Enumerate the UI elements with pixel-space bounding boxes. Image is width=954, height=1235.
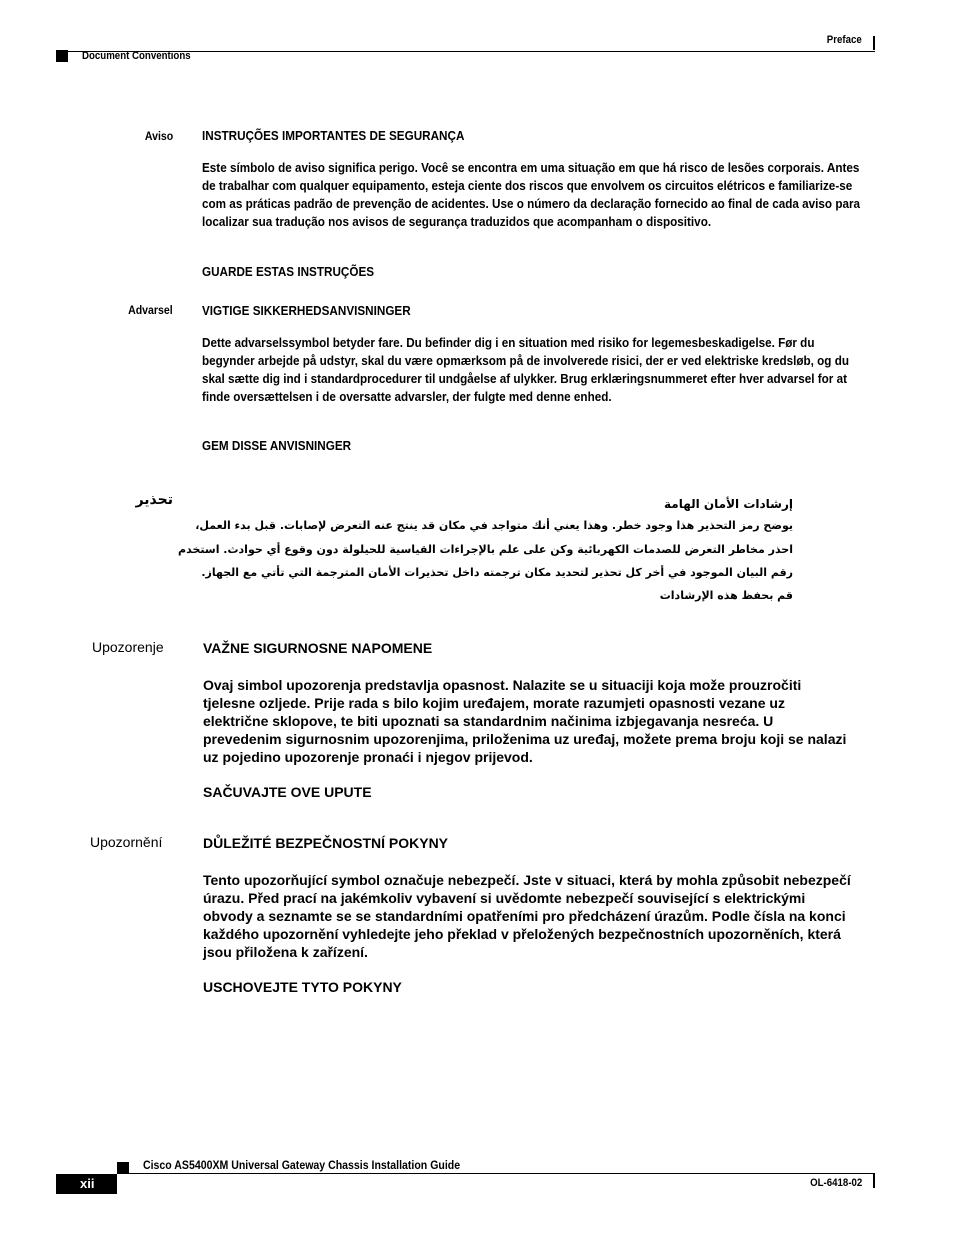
- warning-body-arabic-line-3: رقم البيان الموجود في أخر كل تحذير لتحديد مكان ترجمته داخل تحذيرات الأمان المترجمة التي تأتي مع الجهاز.: [201, 566, 793, 579]
- footer-doc-number: OL-6418-02: [809, 1177, 862, 1189]
- warning-title-arabic: إرشادات الأمان الهامة: [664, 497, 793, 511]
- warning-title-portuguese: INSTRUÇÕES IMPORTANTES DE SEGURANÇA: [202, 128, 465, 143]
- header-chapter-title: Document Conventions: [82, 50, 191, 62]
- warning-title-danish: VIGTIGE SIKKERHEDSANVISNINGER: [202, 303, 411, 318]
- warning-body-danish: Dette advarselssymbol betyder fare. Du befinder dig i en situation med risiko for legemesbeskadigelse. Før du begynder arbejde på udstyr, skal du være opmærksom på de involverede risici, der er ved elektriske kredsløb, og du skal sætte dig ind i standardprocedurer til undgåelse af ulykker. Brug erklæringsnummeret efter hver advarsel for at finde oversættelsen i de oversatte advarsler, der fulgte med denne enhed.: [202, 335, 850, 404]
- warning-closing-croatian: SAČUVAJTE OVE UPUTE: [203, 784, 372, 800]
- warning-title-croatian: VAŽNE SIGURNOSNE NAPOMENE: [203, 640, 433, 656]
- warning-label-croatian: Upozorenje: [92, 639, 164, 655]
- warning-body-arabic-line-1: يوضح رمز التحذير هذا وجود خطر. وهذا يعني أنك متواجد في مكان قد ينتج عنه التعرض لإصابات. قبل بدء العمل،: [195, 519, 793, 532]
- footer-rule: [117, 1173, 875, 1174]
- warning-body-arabic-line-2: احذر مخاطر التعرض للصدمات الكهربائية وكن على علم بالإجراءات القياسية للحيلولة دون وقوع أي حوادث. استخدم: [178, 543, 793, 556]
- footer-rule-vertical: [873, 1174, 875, 1188]
- warning-label-danish: Advarsel: [128, 303, 173, 317]
- footer-page-number: xii: [80, 1176, 95, 1191]
- warning-title-czech: DŮLEŽITÉ BEZPEČNOSTNÍ POKYNY: [203, 835, 449, 851]
- warning-closing-czech: USCHOVEJTE TYTO POKYNY: [203, 979, 402, 995]
- warning-closing-danish: GEM DISSE ANVISNINGER: [202, 438, 352, 453]
- header-marker-block: [56, 50, 68, 62]
- header-rule-vertical: [873, 36, 875, 50]
- warning-closing-portuguese: GUARDE ESTAS INSTRUÇÕES: [202, 264, 375, 279]
- warning-label-portuguese: Aviso: [144, 129, 173, 143]
- warning-body-czech: Tento upozorňující symbol označuje nebezpečí. Jste v situaci, která by mohla způsobit nebezpečí úrazu. Před prací na jakémkoliv vybavení si uvědomte nebezpečí související s elektrickými obvody a seznamte se se standardními opatřeními pro předcházení úrazům. Podle čísla na konci každého upozornění vyhledejte jeho překlad v přeložených bezpečnostních upozorněních, která jsou přiložena k zařízení.: [203, 872, 851, 960]
- warning-body-portuguese: Este símbolo de aviso significa perigo. Você se encontra em uma situação em que há risco de lesões corporais. Antes de trabalhar com qualquer equipamento, esteja ciente dos riscos que envolvem os circuitos elétricos e familiarize-se com as práticas padrão de prevenção de acidentes. Use o número da declaração fornecido ao final de cada aviso para localizar sua tradução nos avisos de segurança traduzidos que acompanham o dispositivo.: [202, 160, 861, 229]
- warning-closing-arabic: قم بحفظ هذه الإرشادات: [659, 589, 793, 602]
- footer-book-title: Cisco AS5400XM Universal Gateway Chassis Installation Guide: [143, 1158, 461, 1172]
- warning-label-arabic: تحذير: [135, 492, 173, 508]
- header-section-title: Preface: [827, 34, 862, 46]
- warning-label-czech: Upozornění: [90, 834, 163, 850]
- warning-body-croatian: Ovaj simbol upozorenja predstavlja opasnost. Nalazite se u situaciji koja može prouzročiti tjelesne ozljede. Prije rada s bilo kojim uređajem, morate razumjeti opasnosti vezane uz električne sklopove, te biti upoznati sa standardnim načinima izbjegavanja nesreća. U prevedenim sigurnosnim upozorenjima, priloženima uz uređaj, možete prema broju koji se nalazi uz pojedino upozorenje pronaći i njegov prijevod.: [203, 677, 847, 765]
